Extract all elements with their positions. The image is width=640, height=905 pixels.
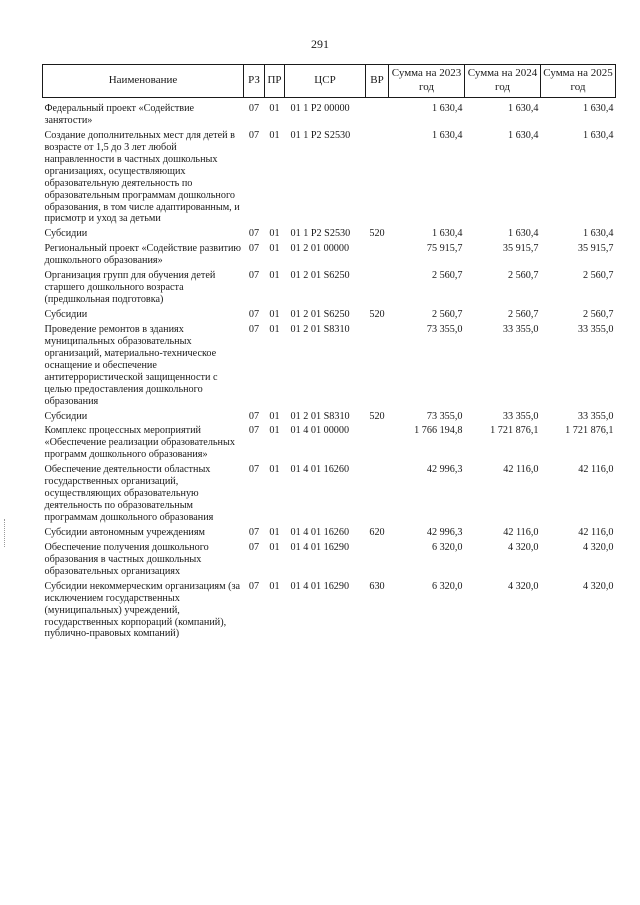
cell-name: Субсидии — [44, 309, 88, 320]
table-row — [43, 309, 616, 324]
cell-name: Организация групп для обучения детей старшего дошкольного возраста (предшкольная подготовка) — [44, 270, 216, 306]
cell-name: Субсидии — [44, 228, 88, 240]
cell-sum-2023: 73 355,0 — [426, 323, 463, 335]
cell-pr: 01 — [269, 526, 280, 538]
cell-sum-2023: 42 996,3 — [426, 526, 463, 538]
cell-sum-2025: 1 630,4 — [582, 103, 614, 114]
cell-sum-2025: 1 630,4 — [582, 228, 614, 240]
cell-sum-2024: 2 560,7 — [507, 309, 539, 320]
header-pr: ПР — [265, 65, 285, 98]
cell-sum-2025: 2 560,7 — [582, 309, 614, 320]
cell-vr: 520 — [369, 410, 385, 422]
cell-vr — [366, 130, 389, 229]
table-row — [43, 270, 616, 309]
cell-csr: 01 1 P2 S2530 — [290, 228, 351, 240]
cell-rz: 07 — [248, 425, 260, 437]
table-row — [43, 542, 616, 581]
cell-sum-2024: 4 320,0 — [507, 541, 539, 553]
cell-sum-2024: 1 630,4 — [507, 103, 539, 114]
cell-sum-2025: 4 320,0 — [582, 580, 614, 592]
table-row — [43, 228, 616, 243]
cell-csr: 01 2 01 S8310 — [290, 323, 350, 335]
cell-csr: 01 4 01 16290 — [290, 541, 350, 553]
cell-pr: 01 — [269, 410, 280, 422]
cell-pr: 01 — [269, 228, 280, 240]
cell-sum-2023: 75 915,7 — [426, 243, 463, 255]
cell-csr: 01 2 01 S6250 — [290, 309, 350, 320]
table-row — [43, 411, 616, 426]
cell-sum-2023: 1 766 194,8 — [414, 425, 463, 437]
header-name: Наименование — [43, 65, 244, 98]
cell-pr: 01 — [269, 541, 280, 553]
cell-sum-2024: 35 915,7 — [502, 243, 539, 255]
cell-csr: 01 1 P2 00000 — [290, 103, 350, 114]
cell-pr: 01 — [269, 103, 280, 114]
cell-pr: 01 — [269, 270, 280, 282]
cell-sum-2024: 42 116,0 — [503, 526, 539, 538]
cell-vr: 620 — [369, 526, 385, 538]
cell-name: Субсидии — [44, 410, 88, 422]
cell-sum-2023: 6 320,0 — [431, 541, 463, 553]
cell-csr: 01 4 01 16260 — [290, 526, 350, 538]
table-row — [43, 98, 616, 130]
table-row — [43, 324, 616, 411]
header-sum-2025: Сумма на 2025 год — [541, 65, 616, 98]
cell-csr: 01 2 01 S8310 — [290, 410, 350, 422]
cell-name: Проведение ремонтов в зданиях муниципальных образовательных организаций, материально-техническое оснащение и обеспечение антитеррористической защищенности с целью предоставления дошкольного образования — [44, 323, 218, 407]
cell-csr: 01 4 01 16260 — [290, 464, 350, 476]
cell-vr: 520 — [369, 228, 385, 240]
cell-name: Обеспечение деятельности областных государственных организаций, осуществляющих образовательную деятельность по образовательным программам дошкольного образования — [44, 464, 214, 523]
header-vr: ВР — [366, 65, 389, 98]
cell-rz: 07 — [248, 228, 260, 240]
cell-sum-2025: 33 355,0 — [577, 323, 614, 335]
cell-sum-2024: 42 116,0 — [503, 464, 539, 476]
header-rz: РЗ — [244, 65, 265, 98]
cell-sum-2025: 33 355,0 — [577, 410, 614, 422]
cell-name: Федеральный проект «Содействие занятости» — [44, 103, 195, 126]
table-row — [43, 425, 616, 464]
cell-rz: 07 — [248, 129, 260, 141]
cell-rz: 07 — [248, 103, 260, 114]
cell-sum-2024: 33 355,0 — [502, 410, 539, 422]
cell-csr: 01 2 01 S6250 — [290, 270, 350, 282]
cell-vr — [366, 542, 389, 581]
cell-rz: 07 — [248, 464, 260, 476]
cell-vr — [366, 270, 389, 309]
cell-csr: 01 2 01 00000 — [290, 243, 350, 255]
table-body — [43, 98, 616, 644]
cell-sum-2025: 35 915,7 — [577, 243, 614, 255]
cell-csr: 01 4 01 00000 — [290, 425, 350, 437]
cell-rz: 07 — [248, 541, 260, 553]
cell-sum-2023: 42 996,3 — [426, 464, 463, 476]
table-row — [43, 243, 616, 270]
cell-pr: 01 — [269, 464, 280, 476]
cell-sum-2023: 1 630,4 — [431, 228, 463, 240]
cell-vr — [366, 98, 389, 130]
cell-vr — [366, 324, 389, 411]
cell-sum-2024: 1 721 876,1 — [490, 425, 539, 437]
cell-pr: 01 — [269, 323, 280, 335]
cell-pr: 01 — [269, 243, 280, 255]
cell-vr — [366, 243, 389, 270]
cell-csr: 01 1 P2 S2530 — [290, 129, 351, 141]
cell-csr: 01 4 01 16290 — [290, 580, 350, 592]
cell-name: Создание дополнительных мест для детей в возрасте от 1,5 до 3 лет любой направленности в частных дошкольных организациях, осуществляющих образовательную деятельность по образовательным программам дошкольного образования, в том числе адаптированным, и присмотр и уход за детьми — [44, 129, 240, 225]
cell-rz: 07 — [248, 323, 260, 335]
page-number: 291 — [311, 37, 329, 51]
cell-sum-2023: 1 630,4 — [431, 103, 463, 114]
cell-sum-2025: 1 721 876,1 — [565, 425, 614, 437]
cell-sum-2024: 33 355,0 — [502, 323, 539, 335]
cell-vr: 520 — [369, 309, 385, 320]
header-csr: ЦСР — [285, 65, 366, 98]
cell-rz: 07 — [248, 526, 260, 538]
cell-rz: 07 — [248, 580, 260, 592]
header-sum-2023: Сумма на 2023 год — [389, 65, 465, 98]
cell-sum-2025: 4 320,0 — [582, 541, 614, 553]
cell-sum-2023: 73 355,0 — [426, 410, 463, 422]
cell-sum-2024: 4 320,0 — [507, 580, 539, 592]
budget-table — [42, 64, 616, 643]
table-row — [43, 130, 616, 229]
cell-sum-2023: 6 320,0 — [431, 580, 463, 592]
cell-pr: 01 — [269, 309, 280, 320]
cell-sum-2025: 2 560,7 — [582, 270, 614, 282]
cell-rz: 07 — [248, 309, 260, 320]
cell-rz: 07 — [248, 410, 260, 422]
cell-name: Субсидии некоммерческим организациям (за исключением государственных (муниципальных) учреждений, государственных корпораций (компаний), публично-правовых компаний) — [44, 580, 241, 640]
margin-mark — [4, 519, 7, 547]
cell-vr — [366, 464, 389, 527]
cell-pr: 01 — [269, 425, 280, 437]
cell-name: Комплекс процессных мероприятий «Обеспечение реализации образовательных программ дошкольного образования» — [44, 425, 235, 461]
cell-rz: 07 — [248, 243, 260, 255]
cell-sum-2025: 42 116,0 — [578, 464, 614, 476]
cell-rz: 07 — [248, 270, 260, 282]
cell-pr: 01 — [269, 129, 280, 141]
cell-vr — [366, 425, 389, 464]
table-row — [43, 527, 616, 542]
table-row — [43, 464, 616, 527]
cell-vr: 630 — [369, 580, 385, 592]
cell-sum-2023: 2 560,7 — [431, 270, 463, 282]
cell-sum-2024: 2 560,7 — [507, 270, 539, 282]
cell-sum-2023: 2 560,7 — [431, 309, 463, 320]
cell-sum-2025: 1 630,4 — [582, 129, 614, 141]
table-header-row — [43, 65, 616, 98]
cell-sum-2024: 1 630,4 — [507, 129, 539, 141]
header-sum-2024: Сумма на 2024 год — [465, 65, 541, 98]
cell-name: Региональный проект «Содействие развитию дошкольного образования» — [44, 243, 242, 267]
table-row — [43, 581, 616, 644]
cell-name: Субсидии автономным учреждениям — [44, 526, 205, 538]
cell-pr: 01 — [269, 580, 280, 592]
cell-sum-2025: 42 116,0 — [578, 526, 614, 538]
cell-sum-2023: 1 630,4 — [431, 129, 463, 141]
cell-sum-2024: 1 630,4 — [507, 228, 539, 240]
cell-name: Обеспечение получения дошкольного образования в частных дошкольных образовательных организациях — [44, 541, 209, 577]
